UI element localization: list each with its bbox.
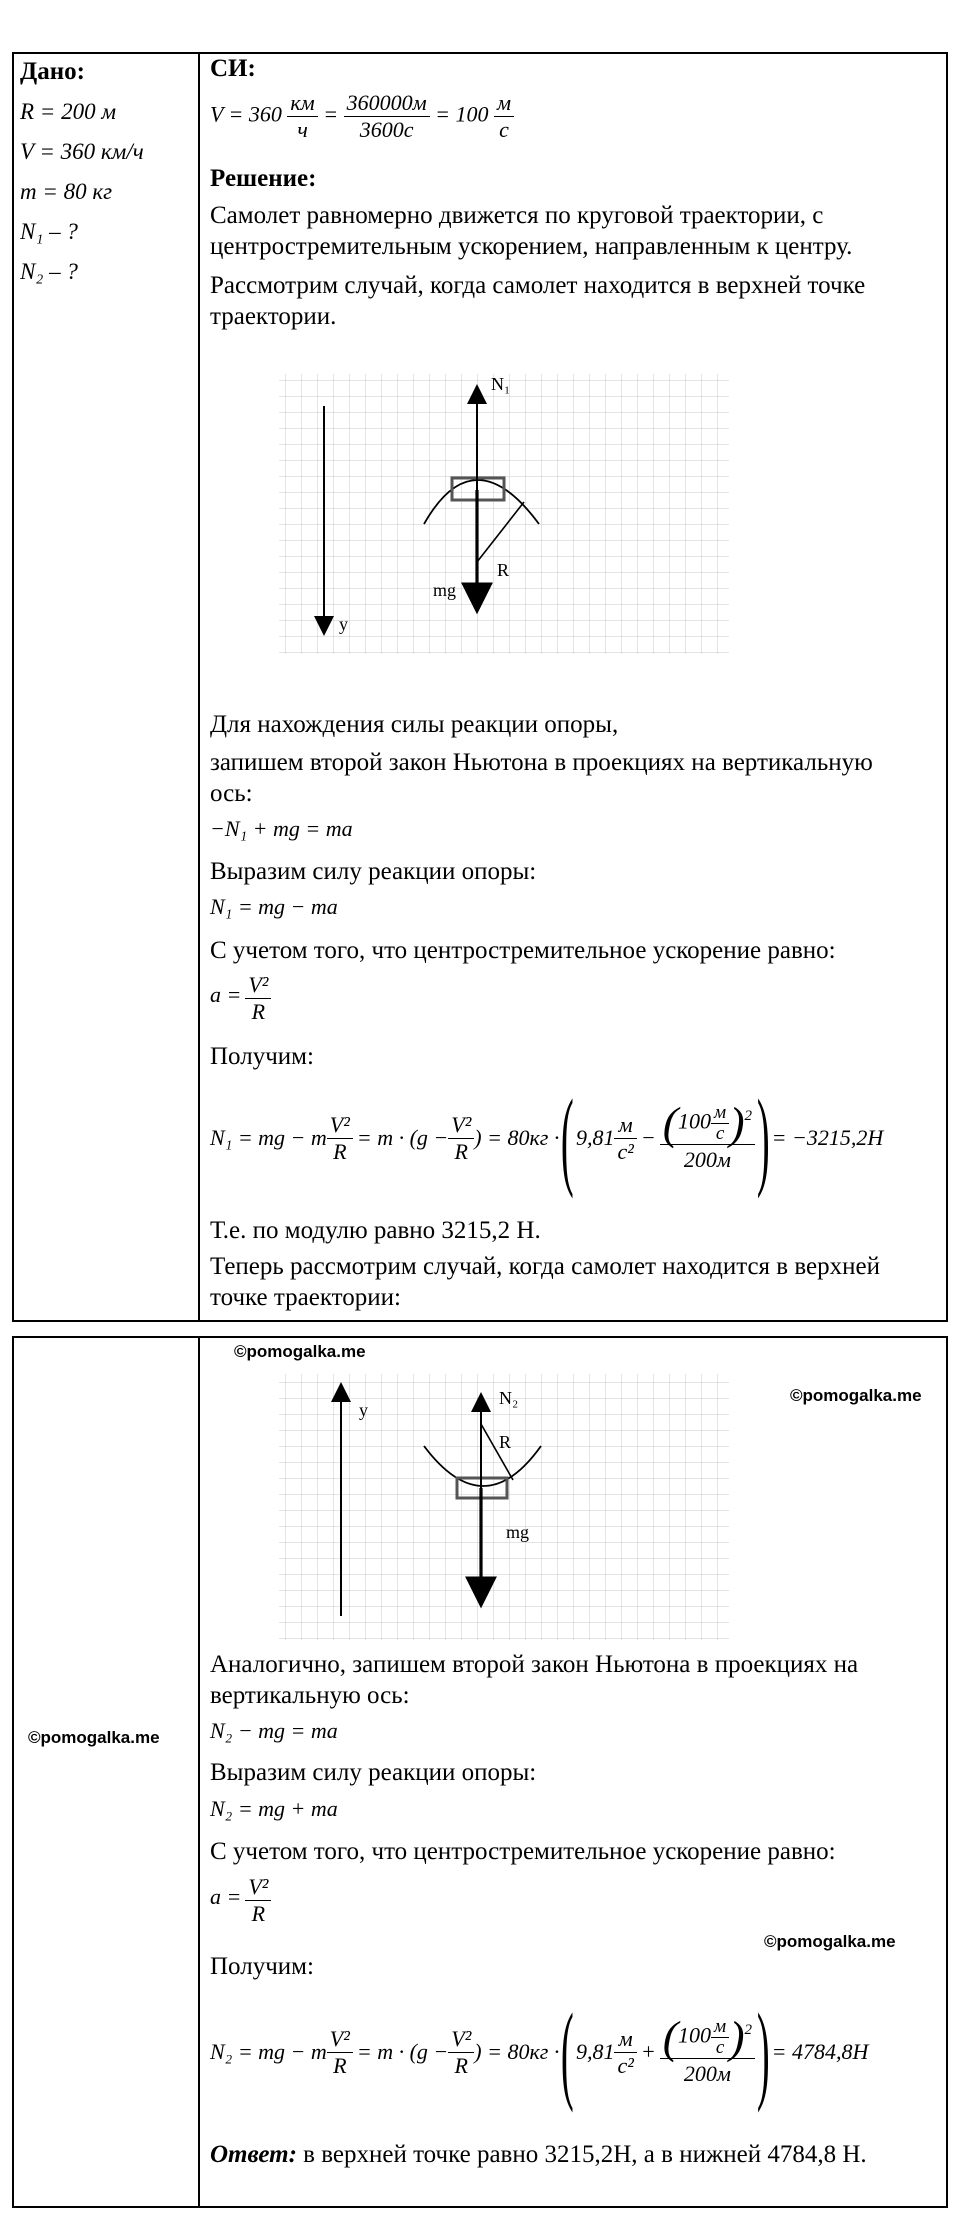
gravity-label-2: mg xyxy=(506,1522,530,1542)
solution-header: Решение: xyxy=(210,165,317,192)
n1-r-den: R xyxy=(333,1138,347,1164)
n1-lhs: N₁ = mg − m xyxy=(210,1125,327,1150)
n2-paren-open: ( xyxy=(561,1991,575,2113)
n1-v2r-fraction xyxy=(327,1112,353,1165)
si-header: СИ: xyxy=(210,55,256,82)
n1-ms-den: с xyxy=(715,1122,725,1144)
gravity-label: mg xyxy=(433,580,457,600)
paragraph-3: Для нахождения силы реакции опоры, xyxy=(210,711,619,738)
n2-v2r-fraction xyxy=(327,2026,353,2079)
radius-label: R xyxy=(497,560,510,580)
normal-force-label: N₁ xyxy=(491,374,511,394)
si-result-unit xyxy=(494,90,514,143)
watermark-lower-right: ©pomogalka.me xyxy=(764,1932,896,1951)
n2-100: 100 xyxy=(678,2022,712,2048)
n1-g-unit xyxy=(614,1112,636,1165)
watermark-right: ©pomogalka.me xyxy=(790,1386,922,1405)
paragraph-5: Выразим силу реакции опоры: xyxy=(210,858,537,885)
accel-den: R xyxy=(251,999,266,1024)
column-divider-2 xyxy=(198,1338,200,2206)
n2-sign: + xyxy=(640,2039,656,2064)
accel-lhs: a = xyxy=(210,982,242,1008)
n1-v2-num-2: V² xyxy=(448,1112,474,1139)
given-unknown-n1: N₁ – ? xyxy=(20,219,78,244)
watermark-left: ©pomogalka.me xyxy=(28,1728,160,1747)
paragraph-1-line-2: центростремительным ускорением, направленным к центру. xyxy=(210,233,853,260)
n2-v2-num-2: V² xyxy=(448,2026,474,2053)
accel-den-2: R xyxy=(251,1901,266,1926)
n1-paren-close: ) xyxy=(756,1077,770,1199)
si-equals: = xyxy=(323,101,339,127)
accel-fraction-2 xyxy=(245,1874,271,1927)
n1-g-unit-den: с² xyxy=(617,1138,634,1164)
grid-background-2 xyxy=(279,1374,729,1640)
n2-g-value: 9,81 xyxy=(575,2039,615,2064)
paragraph-2-line-2: траектории. xyxy=(210,303,337,330)
given-mass: m = 80 кг xyxy=(20,179,113,204)
solution-table-part-1 xyxy=(12,52,948,1322)
given-speed: V = 360 км/ч xyxy=(20,139,144,164)
si-value-num: 360000м xyxy=(344,90,430,117)
grid-background xyxy=(279,374,729,654)
n2-speed-num: (100 $\frac{м}{с}$ )$^2$ xyxy=(660,2015,755,2059)
paragraph-9-line-1: Теперь рассмотрим случай, когда самолет находится в верхней xyxy=(210,1253,880,1280)
watermark-top: ©pomogalka.me xyxy=(234,1342,366,1361)
equation-n1-expressed: N₁ = mg − ma xyxy=(210,894,338,919)
given-column xyxy=(20,52,144,292)
si-unit-num: км xyxy=(287,90,317,117)
equation-n2-calculation xyxy=(210,1990,868,2114)
n1-speed-num: (100 $\frac{м}{с}$ )$^2$ xyxy=(660,1101,755,1145)
n1-mid2: ) = 80кг · xyxy=(474,1125,560,1150)
n2-mid: = m · (g − xyxy=(356,2039,449,2064)
n1-paren-open: ( xyxy=(561,1077,575,1199)
paragraph-7: Получим: xyxy=(210,1043,314,1070)
paragraph-4-line-1: запишем второй закон Ньютона в проекциях на вертикальную xyxy=(210,749,873,776)
n1-sign: − xyxy=(640,1125,656,1150)
paragraph-11: Выразим силу реакции опоры: xyxy=(210,1759,537,1786)
si-result-unit-den: с xyxy=(499,117,509,142)
n2-g-unit xyxy=(614,2026,636,2079)
si-unit-fraction xyxy=(287,90,317,143)
radius-label-2: R xyxy=(499,1432,512,1452)
n1-mid: = m · (g − xyxy=(356,1125,449,1150)
n2-g-unit-num: м xyxy=(614,2026,636,2053)
y-axis-label: y xyxy=(339,614,348,634)
n1-v2-num: V² xyxy=(327,1112,353,1139)
n2-speed-fraction xyxy=(660,2011,755,2089)
equation-n2-expressed: N₂ = mg + ma xyxy=(210,1796,338,1821)
si-speed-lhs: V = 360 xyxy=(210,101,282,127)
n1-ms-num: м xyxy=(711,1103,729,1124)
n2-v2r-fraction-2 xyxy=(448,2026,474,2079)
y-axis-label-2: y xyxy=(359,1400,368,1420)
paragraph-8: Т.е. по модулю равно 3215,2 Н. xyxy=(210,1217,541,1244)
accel-num: V² xyxy=(245,972,271,999)
paragraph-9-line-2: точке траектории: xyxy=(210,1284,401,1311)
n1-v2r-fraction-2 xyxy=(448,1112,474,1165)
n2-paren-close: ) xyxy=(756,1991,770,2113)
n2-speed-den: 200м xyxy=(683,2060,731,2086)
paragraph-10-line-1: Аналогично, запишем второй закон Ньютона в проекциях на xyxy=(210,1651,859,1678)
paragraph-1-line-1: Самолет равномерно движется по круговой траектории, с xyxy=(210,202,824,229)
paragraph-10-line-2: вертикальную ось: xyxy=(210,1682,410,1709)
si-result: = 100 xyxy=(435,101,489,127)
given-header: Дано: xyxy=(20,58,85,85)
equation-newton-1: −N₁ + mg = ma xyxy=(210,816,353,841)
n1-r-den-2: R xyxy=(454,1138,468,1164)
paragraph-4-line-2: ось: xyxy=(210,780,253,807)
n1-result: = −3215,2H xyxy=(771,1125,884,1150)
equation-newton-2: N₂ − mg = ma xyxy=(210,1718,338,1743)
n2-r-den-2: R xyxy=(454,2052,468,2078)
paragraph-12: С учетом того, что центростремительное ускорение равно: xyxy=(210,1838,836,1865)
paragraph-2-line-1: Рассмотрим случай, когда самолет находится в верхней точке xyxy=(210,272,866,299)
equation-acceleration-1 xyxy=(210,972,271,1025)
n2-mid2: ) = 80кг · xyxy=(474,2039,560,2064)
accel-lhs-2: a = xyxy=(210,1884,242,1910)
n1-speed-den: 200м xyxy=(683,1146,731,1172)
n1-g-value: 9,81 xyxy=(575,1125,615,1150)
accel-fraction xyxy=(245,972,271,1025)
given-radius: R = 200 м xyxy=(20,99,116,124)
si-unit-den: ч xyxy=(297,117,308,142)
equation-n1-calculation xyxy=(210,1078,883,1198)
n2-ms-num: м xyxy=(711,2017,729,2038)
answer-label: Ответ: xyxy=(210,2141,297,2168)
column-divider xyxy=(198,54,200,1320)
diagram-lower-point xyxy=(269,1366,739,1648)
n2-result: = 4784,8H xyxy=(771,2039,869,2064)
diagram-upper-point xyxy=(269,364,739,666)
accel-num-2: V² xyxy=(245,1874,271,1901)
n2-g-unit-den: с² xyxy=(617,2052,634,2078)
n2-v2-num: V² xyxy=(327,2026,353,2053)
n1-speed-fraction xyxy=(660,1097,755,1175)
paragraph-13: Получим: xyxy=(210,1953,314,1980)
normal-force-label-2: N₂ xyxy=(499,1388,519,1408)
n1-g-unit-num: м xyxy=(614,1112,636,1139)
si-value-fraction xyxy=(344,90,430,143)
given-unknown-n2: N₂ – ? xyxy=(20,259,78,284)
n2-ms-den: с xyxy=(715,2036,725,2058)
n2-lhs: N₂ = mg − m xyxy=(210,2039,327,2064)
si-value-den: 3600с xyxy=(359,117,414,142)
equation-acceleration-2 xyxy=(210,1874,271,1927)
solution-table-part-2 xyxy=(12,1336,948,2208)
si-result-unit-num: м xyxy=(494,90,514,117)
answer-text: в верхней точке равно 3215,2Н, а в нижней 4784,8 Н. xyxy=(303,2141,867,2168)
n1-100: 100 xyxy=(678,1108,712,1134)
n1-ms-fraction xyxy=(711,1103,729,1144)
paragraph-6: С учетом того, что центростремительное ускорение равно: xyxy=(210,937,836,964)
answer-line xyxy=(210,2138,867,2172)
si-speed-conversion xyxy=(210,90,514,143)
n2-r-den: R xyxy=(333,2052,347,2078)
n2-ms-fraction xyxy=(711,2017,729,2058)
